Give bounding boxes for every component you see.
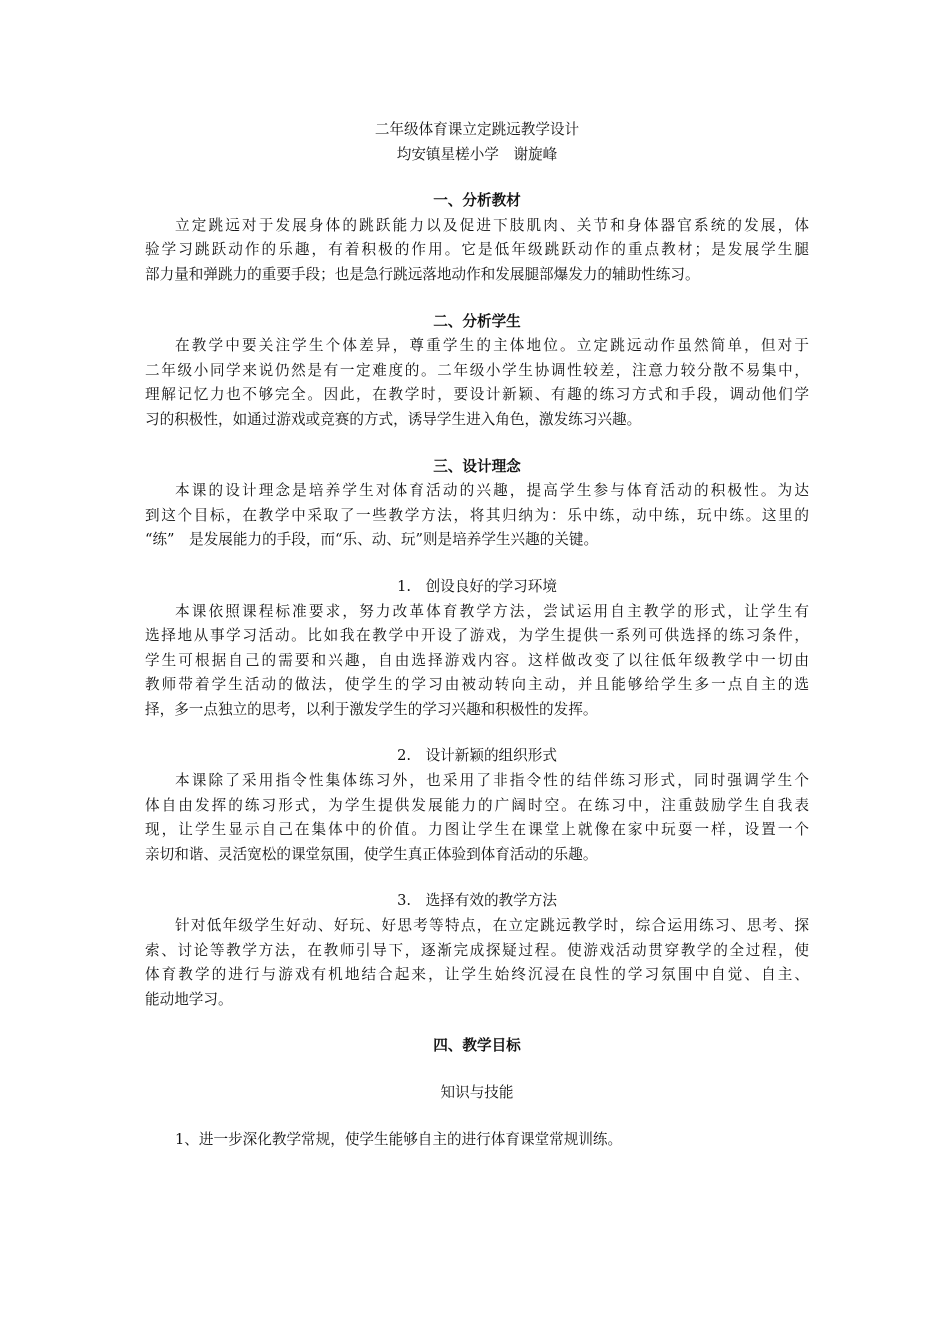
section-heading-analysis-students: 二、分析学生 xyxy=(433,312,521,330)
paragraph-line: 验学习跳跃动作的乐趣，有着积极的作用。它是低年级跳跃动作的重点教材；是发展学生腿 xyxy=(145,241,809,259)
paragraph-line: 习的积极性，如通过游戏或竞赛的方式，诱导学生进入角色，激发练习兴趣。 xyxy=(145,410,642,428)
spacer xyxy=(145,722,809,744)
section-heading-design-concept: 三、设计理念 xyxy=(433,457,521,475)
paragraph-line: 现，让学生显示自己在集体中的价值。力图让学生在课堂上就像在家中玩耍一样，设置一个 xyxy=(145,821,809,839)
paragraph-line: 针对低年级学生好动、好玩、好思考等特点，在立定跳远教学时，综合运用练习、思考、探 xyxy=(175,917,809,935)
subsection-heading-organization-form: 2. 设计新颖的组织形式 xyxy=(397,747,557,765)
paragraph-line: 体自由发挥的练习形式，为学生提供发展能力的广阔时空。在练习中，注重鼓励学生自我表 xyxy=(145,796,809,814)
paragraph-line: 体育教学的进行与游戏有机地结合起来，让学生始终沉浸在良性的学习氛围中自觉、自主、 xyxy=(145,966,809,984)
paragraph-line: 能动地学习。 xyxy=(145,990,233,1008)
paragraph-line: “练” 是发展能力的手段，而“乐、动、玩”则是培养学生兴趣的关键。 xyxy=(145,531,599,549)
paragraph-line: 择，多一点独立的思考，以利于激发学生的学习兴趣和积极性的发挥。 xyxy=(145,700,598,718)
section-heading-analysis-material: 一、分析教材 xyxy=(433,192,521,210)
paragraph-line: 本课的设计理念是培养学生对体育活动的兴趣，提高学生参与体育活动的积极性。为达 xyxy=(175,482,809,500)
objective-category-knowledge-skills: 知识与技能 xyxy=(440,1084,514,1101)
paragraph-line: 立定跳远对于发展身体的跳跃能力以及促进下肢肌肉、关节和身体器官系统的发展，体 xyxy=(175,216,809,234)
paragraph-line: 亲切和谐、灵活宽松的课堂氛围，使学生真正体验到体育活动的乐趣。 xyxy=(145,845,598,863)
paragraph-line: 学生可根据自己的需要和兴趣，自由选择游戏内容。这样做改变了以往低年级教学中一切由 xyxy=(145,651,809,669)
paragraph-line: 本课依照课程标准要求，努力改革体育教学方法，尝试运用自主教学的形式，让学生有 xyxy=(175,602,809,620)
paragraph-line: 理解记忆力也不够完全。因此，在教学时，要设计新颖、有趣的练习方式和手段，调动他们学 xyxy=(145,386,809,404)
document-author: 均安镇星槎小学 谢旋峰 xyxy=(396,145,558,163)
paragraph-line: 本课除了采用指令性集体练习外，也采用了非指令性的结伴练习形式，同时强调学生个 xyxy=(175,772,809,790)
paragraph-line: 索、讨论等教学方法，在教师引导下，逐渐完成探疑过程。使游戏活动贯穿教学的全过程，使 xyxy=(145,941,809,959)
spacer xyxy=(145,433,809,455)
paragraph-line: 在教学中要关注学生个体差异，尊重学生的主体地位。立定跳远动作虽然简单，但对于 xyxy=(175,337,809,355)
subsection-heading-learning-environment: 1. 创设良好的学习环境 xyxy=(397,577,557,595)
document-title: 二年级体育课立定跳远教学设计 xyxy=(374,121,580,138)
paragraph-line: 教师带着学生活动的做法，使学生的学习由被动转向主动，并且能够给学生多一点自主的选 xyxy=(145,676,809,694)
subsection-heading-teaching-methods: 3. 选择有效的教学方法 xyxy=(397,892,557,910)
spacer xyxy=(145,867,809,889)
paragraph-line: 部力量和弹跳力的重要手段；也是急行跳远落地动作和发展腿部爆发力的辅助性练习。 xyxy=(145,265,700,283)
objective-item: 1、进一步深化教学常规，使学生能够自主的进行体育课堂常规训练。 xyxy=(175,1130,623,1148)
spacer xyxy=(145,288,809,310)
paragraph-line: 二年级小同学来说仍然是有一定难度的。二年级小学生协调性较差，注意力较分散不易集中， xyxy=(145,361,809,379)
document-page xyxy=(145,118,809,1152)
spacer xyxy=(145,1012,809,1034)
spacer xyxy=(145,553,809,575)
spacer xyxy=(145,1106,809,1128)
paragraph-line: 到这个目标，在教学中采取了一些教学方法，将其归纳为：乐中练，动中练，玩中练。这里的 xyxy=(145,506,809,524)
spacer xyxy=(145,1059,809,1081)
spacer xyxy=(145,167,809,189)
section-heading-teaching-objectives: 四、教学目标 xyxy=(433,1037,521,1055)
paragraph-line: 选择地从事学习活动。比如我在教学中开设了游戏，为学生提供一系列可供选择的练习条件， xyxy=(145,627,809,645)
